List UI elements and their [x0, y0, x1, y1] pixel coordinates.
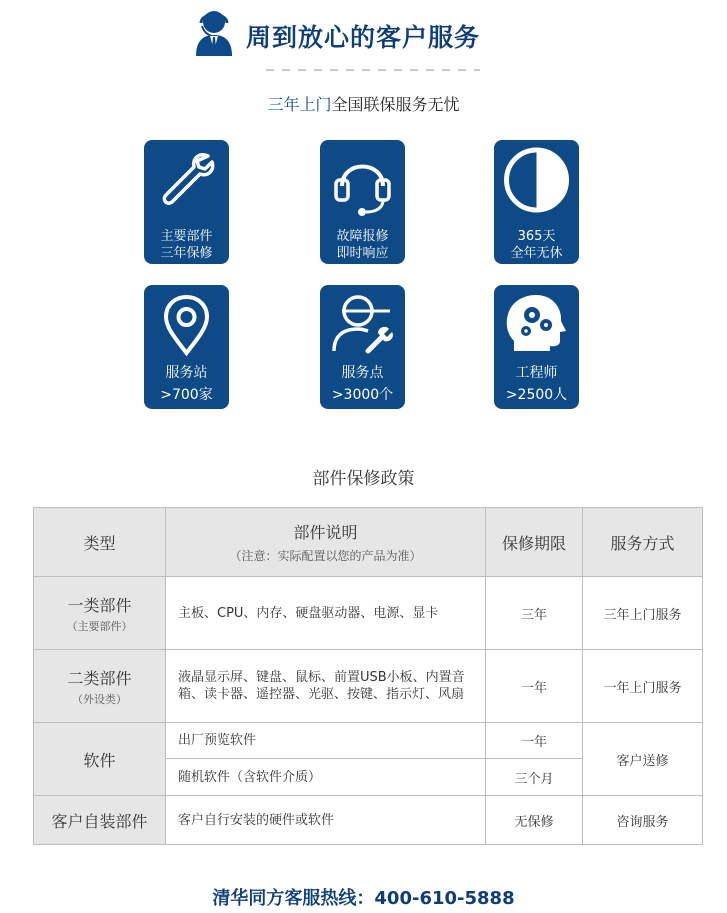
- row-type-cell: [34, 650, 166, 723]
- tile-line2: >3000个: [331, 387, 394, 403]
- subtitle-accent: 三年上门: [267, 95, 332, 114]
- wrench-icon: [144, 140, 229, 225]
- engineer-icon: [320, 285, 405, 370]
- table-row: [34, 723, 703, 759]
- row-type-sub: （外设类）: [72, 692, 127, 706]
- table-row: [34, 650, 703, 723]
- row-type: 一类部件: [67, 595, 132, 615]
- row-type-cell: [34, 577, 166, 650]
- row-type-sub: （主要部件）: [66, 619, 133, 633]
- tile-service-points: [320, 285, 405, 409]
- tile-line1: 365天: [517, 229, 556, 244]
- head-gears-icon: [494, 285, 579, 370]
- table-row: [34, 577, 703, 650]
- header-desc: [166, 508, 486, 577]
- header-service: 服务方式: [583, 508, 703, 577]
- policy-title: 部件保修政策: [312, 469, 415, 489]
- tile-line1: 服务点: [341, 365, 384, 381]
- subtitle-rest: 全国联保服务无忧: [331, 95, 460, 114]
- tile-line2: >2500人: [505, 387, 568, 403]
- row-type: 二类部件: [67, 668, 132, 688]
- header-period: 保修期限: [486, 508, 583, 577]
- tile-line2: 全年无休: [510, 246, 563, 261]
- row-service: 一年上门服务: [583, 650, 703, 723]
- software-service: 客户送修: [583, 723, 703, 796]
- tile-line2: >700家: [160, 387, 213, 403]
- header: [0, 0, 727, 70]
- table-header-row: [34, 508, 703, 577]
- tile-line1: 工程师: [515, 365, 558, 381]
- warranty-policy-table: [33, 507, 703, 845]
- half-circle-icon: [494, 140, 579, 225]
- last-type: 客户自装部件: [34, 796, 166, 845]
- tile-line1: 服务站: [165, 365, 208, 381]
- header-desc-label: 部件说明: [293, 523, 358, 542]
- location-pin-icon: [144, 285, 229, 370]
- table-row: [34, 796, 703, 845]
- software-type: 软件: [34, 723, 166, 796]
- header-type: 类型: [34, 508, 166, 577]
- software-period: 一年: [486, 723, 583, 759]
- header-divider: [266, 69, 480, 71]
- tile-line2: 三年保修: [160, 246, 213, 261]
- service-subtitle: [0, 92, 727, 115]
- tile-365-days: [494, 140, 579, 264]
- tile-line2: 即时响应: [336, 246, 389, 261]
- page-title: 周到放心的客户服务: [246, 23, 481, 52]
- software-desc: 出厂预览软件: [166, 723, 486, 759]
- row-desc: 主板、CPU、内存、硬盘驱动器、电源、显卡: [166, 577, 486, 650]
- software-desc: 随机软件（含软件介质）: [166, 759, 486, 796]
- service-hotline: 清华同方客服热线：400-610-5888: [212, 888, 515, 909]
- row-desc: 液晶显示屏、键盘、鼠标、前置USB小板、内置音箱、读卡器、遥控器、光驱、按键、指示灯、风扇: [166, 650, 486, 723]
- last-service: 咨询服务: [583, 796, 703, 845]
- row-period: 一年: [486, 650, 583, 723]
- tile-engineers: [494, 285, 579, 409]
- tile-main-parts-warranty: [144, 140, 229, 264]
- header-desc-note: （注意：实际配置以您的产品为准）: [229, 549, 422, 563]
- tile-line1: 主要部件: [160, 229, 213, 244]
- tile-service-stations: [144, 285, 229, 409]
- software-period: 三个月: [486, 759, 583, 796]
- row-service: 三年上门服务: [583, 577, 703, 650]
- tile-fault-report: [320, 140, 405, 264]
- tile-line1: 故障报修: [336, 229, 389, 244]
- customer-service-agent-icon: [190, 6, 238, 58]
- row-period: 三年: [486, 577, 583, 650]
- last-period: 无保修: [486, 796, 583, 845]
- headset-icon: [320, 140, 405, 225]
- last-desc: 客户自行安装的硬件或软件: [166, 796, 486, 845]
